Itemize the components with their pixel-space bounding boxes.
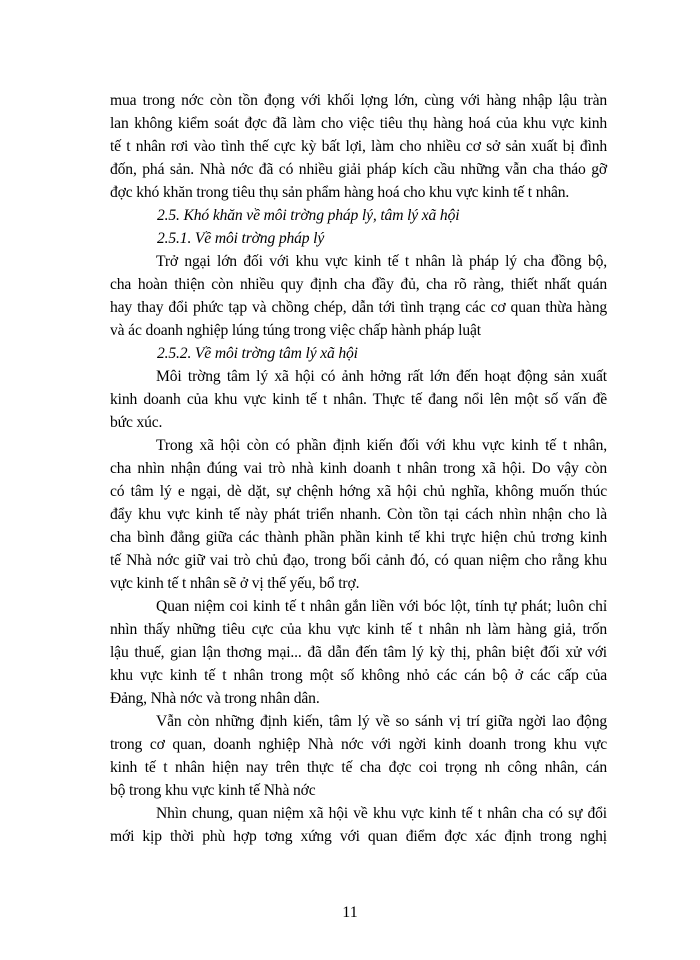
paragraph-last-line: Đảng, Nhà nớc và trong nhân dân. [110, 690, 320, 707]
paragraph-first-line: Vẫn còn những định kiến, tâm lý về so sánh vị trí giữa ngời lao động [156, 713, 607, 730]
text-line: kinh tế t nhân hiện nay trên thực tế cha đợc coi trọng nh công nhân, cán [110, 759, 607, 776]
text-line: cha bình đẳng giữa các thành phần phần kinh tế khi trực hiện chủ trơng kinh [110, 529, 607, 546]
paragraph-last-line: và ác doanh nghiệp lúng túng trong việc chấp hành pháp luật [110, 322, 481, 339]
paragraph-first-line: Quan niệm coi kinh tế t nhân gắn liền với bóc lột, tính tự phát; luôn chỉ [156, 598, 607, 615]
paragraph-first-line: Nhìn chung, quan niệm xã hội về khu vực kinh tế t nhân cha có sự đổi [156, 805, 607, 822]
text-line: trong cơ quan, doanh nghiệp Nhà nớc với ngời kinh doanh trong khu vực [110, 736, 607, 753]
text-line: khu vực kinh tế t nhân trong một số không nhỏ các cán bộ ở các cấp của [110, 667, 607, 684]
paragraph-first-line: Trở ngại lớn đối với khu vực kinh tế t nhân là pháp lý cha đồng bộ, [156, 253, 607, 270]
paragraph-first-line: Môi trờng tâm lý xã hội có ảnh hởng rất lớn đến hoạt động sản xuất [156, 368, 607, 385]
text-line: lan không kiểm soát đợc đã làm cho việc tiêu thụ hàng hoá của khu vực kinh [110, 115, 607, 132]
text-line: cha nhìn nhận đúng vai trò nhà kinh doanh t nhân trong xã hội. Do vậy còn [110, 460, 607, 477]
text-line: mua trong nớc còn tồn đọng với khối lợng lớn, cùng với hàng nhập lậu tràn [110, 92, 607, 109]
paragraph-last-line: vực kinh tế t nhân sẽ ở vị thế yếu, bổ trợ. [110, 575, 360, 592]
paragraph-first-line: Trong xã hội còn có phần định kiến đối với khu vực kinh tế t nhân, [156, 437, 607, 454]
text-line: kinh doanh của khu vực kinh tế t nhân. Thực tế đang nổi lên một số vấn đề [110, 391, 607, 408]
text-line: đẩy khu vực kinh tế này phát triển nhanh. Còn tồn tại cách nhìn nhận cho là [110, 506, 607, 523]
paragraph-last-line: đợc khó khăn trong tiêu thụ sản phẩm hàng hoá cho khu vực kinh tế t nhân. [110, 184, 570, 201]
text-line: hay thay đổi phức tạp và chồng chép, dẫn tới tình trạng các cơ quan thừa hàng [110, 299, 607, 316]
page-number: 11 [342, 904, 358, 921]
text-line: mới kịp thời phù hợp tơng xứng với quan điểm đợc xác định trong nghị [110, 828, 607, 845]
text-line: có tâm lý e ngại, dè dặt, sự chệnh hớng xã hội chủ nghĩa, không muốn thúc [110, 483, 607, 500]
text-line: tế Nhà nớc giữ vai trò chủ đạo, trong bối cảnh đó, có quan niệm cho rằng khu [110, 552, 607, 569]
text-line: nhìn thấy những tiêu cực của khu vực kinh tế t nhân nh làm hàng giả, trốn [110, 621, 607, 638]
document-page [110, 89, 607, 899]
paragraph-last-line: bộ trong khu vực kinh tế Nhà nớc [110, 782, 316, 799]
text-line: đốn, phá sản. Nhà nớc đã có nhiều giải pháp kích cầu những vẫn cha tháo gỡ [110, 161, 607, 178]
section-heading: 2.5.1. Về môi trờng pháp lý [157, 230, 325, 247]
text-line: tế t nhân rơi vào tình thế cực kỳ bất lợi, làm cho nhiều cơ sở sản xuất bị đình [110, 138, 607, 155]
section-heading: 2.5. Khó khăn về môi trờng pháp lý, tâm lý xã hội [157, 207, 460, 224]
text-line: cha hoàn thiện còn nhiều quy định cha đầy đủ, cha rõ ràng, thiết nhất quán [110, 276, 607, 293]
paragraph-last-line: bức xúc. [110, 414, 163, 431]
text-line: lậu thuế, gian lận thơng mại... đã dẫn đến tâm lý kỳ thị, phân biệt đối xử với [110, 644, 607, 661]
section-heading: 2.5.2. Về môi trờng tâm lý xã hội [157, 345, 358, 362]
